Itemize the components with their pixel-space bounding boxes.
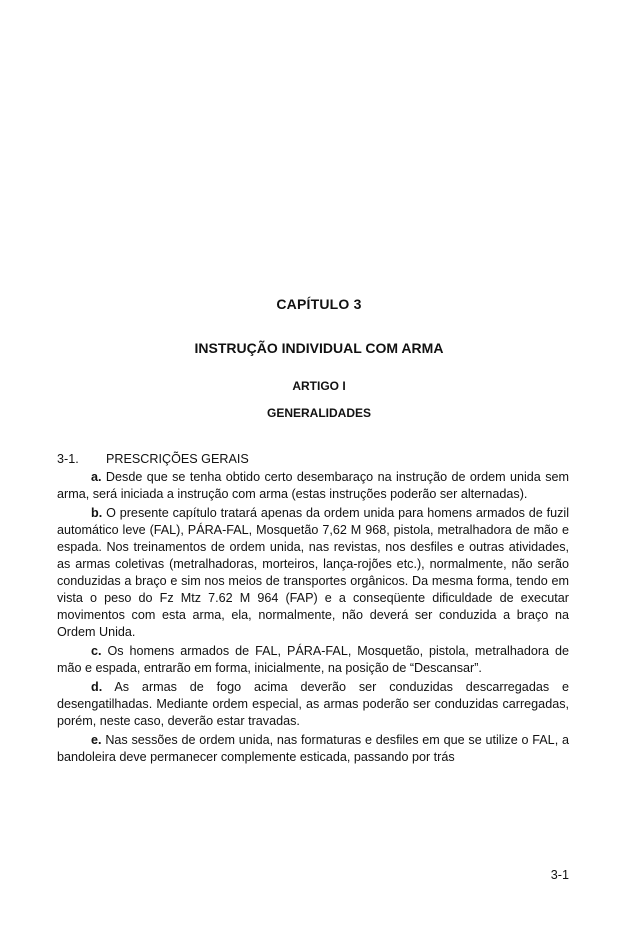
chapter-heading: CAPÍTULO 3 [276,296,362,312]
paragraph-label: e. [91,733,102,747]
article-title: GENERALIDADES [266,406,371,420]
chapter-title: INSTRUÇÃO INDIVIDUAL COM ARMA [194,340,444,356]
paragraph-text: Os homens armados de FAL, PÁRA-FAL, Mosquetão, pistola, metralhadora de mão e espada, entrarão em forma, inicialmente, na posição de “Descansar”. [57,644,569,675]
section-title: PRESCRIÇÕES GERAIS [106,452,249,466]
paragraph-label: a. [91,470,102,484]
paragraph-text: Nas sessões de ordem unida, nas formaturas e desfiles em que se utilize o FAL, a bandoleira deve permanecer complemente esticada, passando por trás [57,733,569,764]
section-number: 3-1. [57,452,79,466]
paragraph-e [57,732,569,766]
paragraph-label: c. [91,644,102,658]
paragraph-d [57,679,569,730]
paragraph-text: Desde que se tenha obtido certo desembaraço na instrução de ordem unida sem arma, será iniciada a instrução com arma (estas instruções poderão ser alternadas). [57,470,569,501]
page-number: 3-1 [550,868,569,882]
paragraph-label: d. [91,680,103,694]
paragraph-text: As armas de fogo acima deverão ser conduzidas descarregadas e desengatilhadas. Mediante ordem especial, as armas poderão ser conduzidas carregadas, porém, neste caso, deverão estar travadas. [57,680,569,728]
paragraph-c [57,643,569,677]
paragraph-b [57,505,569,641]
paragraph-a [57,469,569,503]
section-heading [57,451,569,468]
article-heading: ARTIGO I [292,379,346,393]
paragraph-text: O presente capítulo tratará apenas da ordem unida para homens armados de fuzil automático leve (FAL), PÁRA-FAL, Mosquetão 7,62 M 968, pistola, metralhadora de mão e espada. Nos treinamentos de ordem unida, nas revistas, nos desfiles e outras atividades, as armas coletivas (metralhadoras, morteiros, lança-rojões etc.), normalmente, não serão conduzidas a braço e sim nos meios de transportes orgânicos. Da mesma forma, tendo em vista o peso do Fz Mtz 7.62 M 964 (FAP) e a conseqüente dificuldade de executar movimentos com esta arma, ela, normalmente, não deverá ser conduzida a braço na Ordem Unida. [57,506,570,639]
paragraph-label: b. [91,506,103,520]
document-body [57,451,569,768]
